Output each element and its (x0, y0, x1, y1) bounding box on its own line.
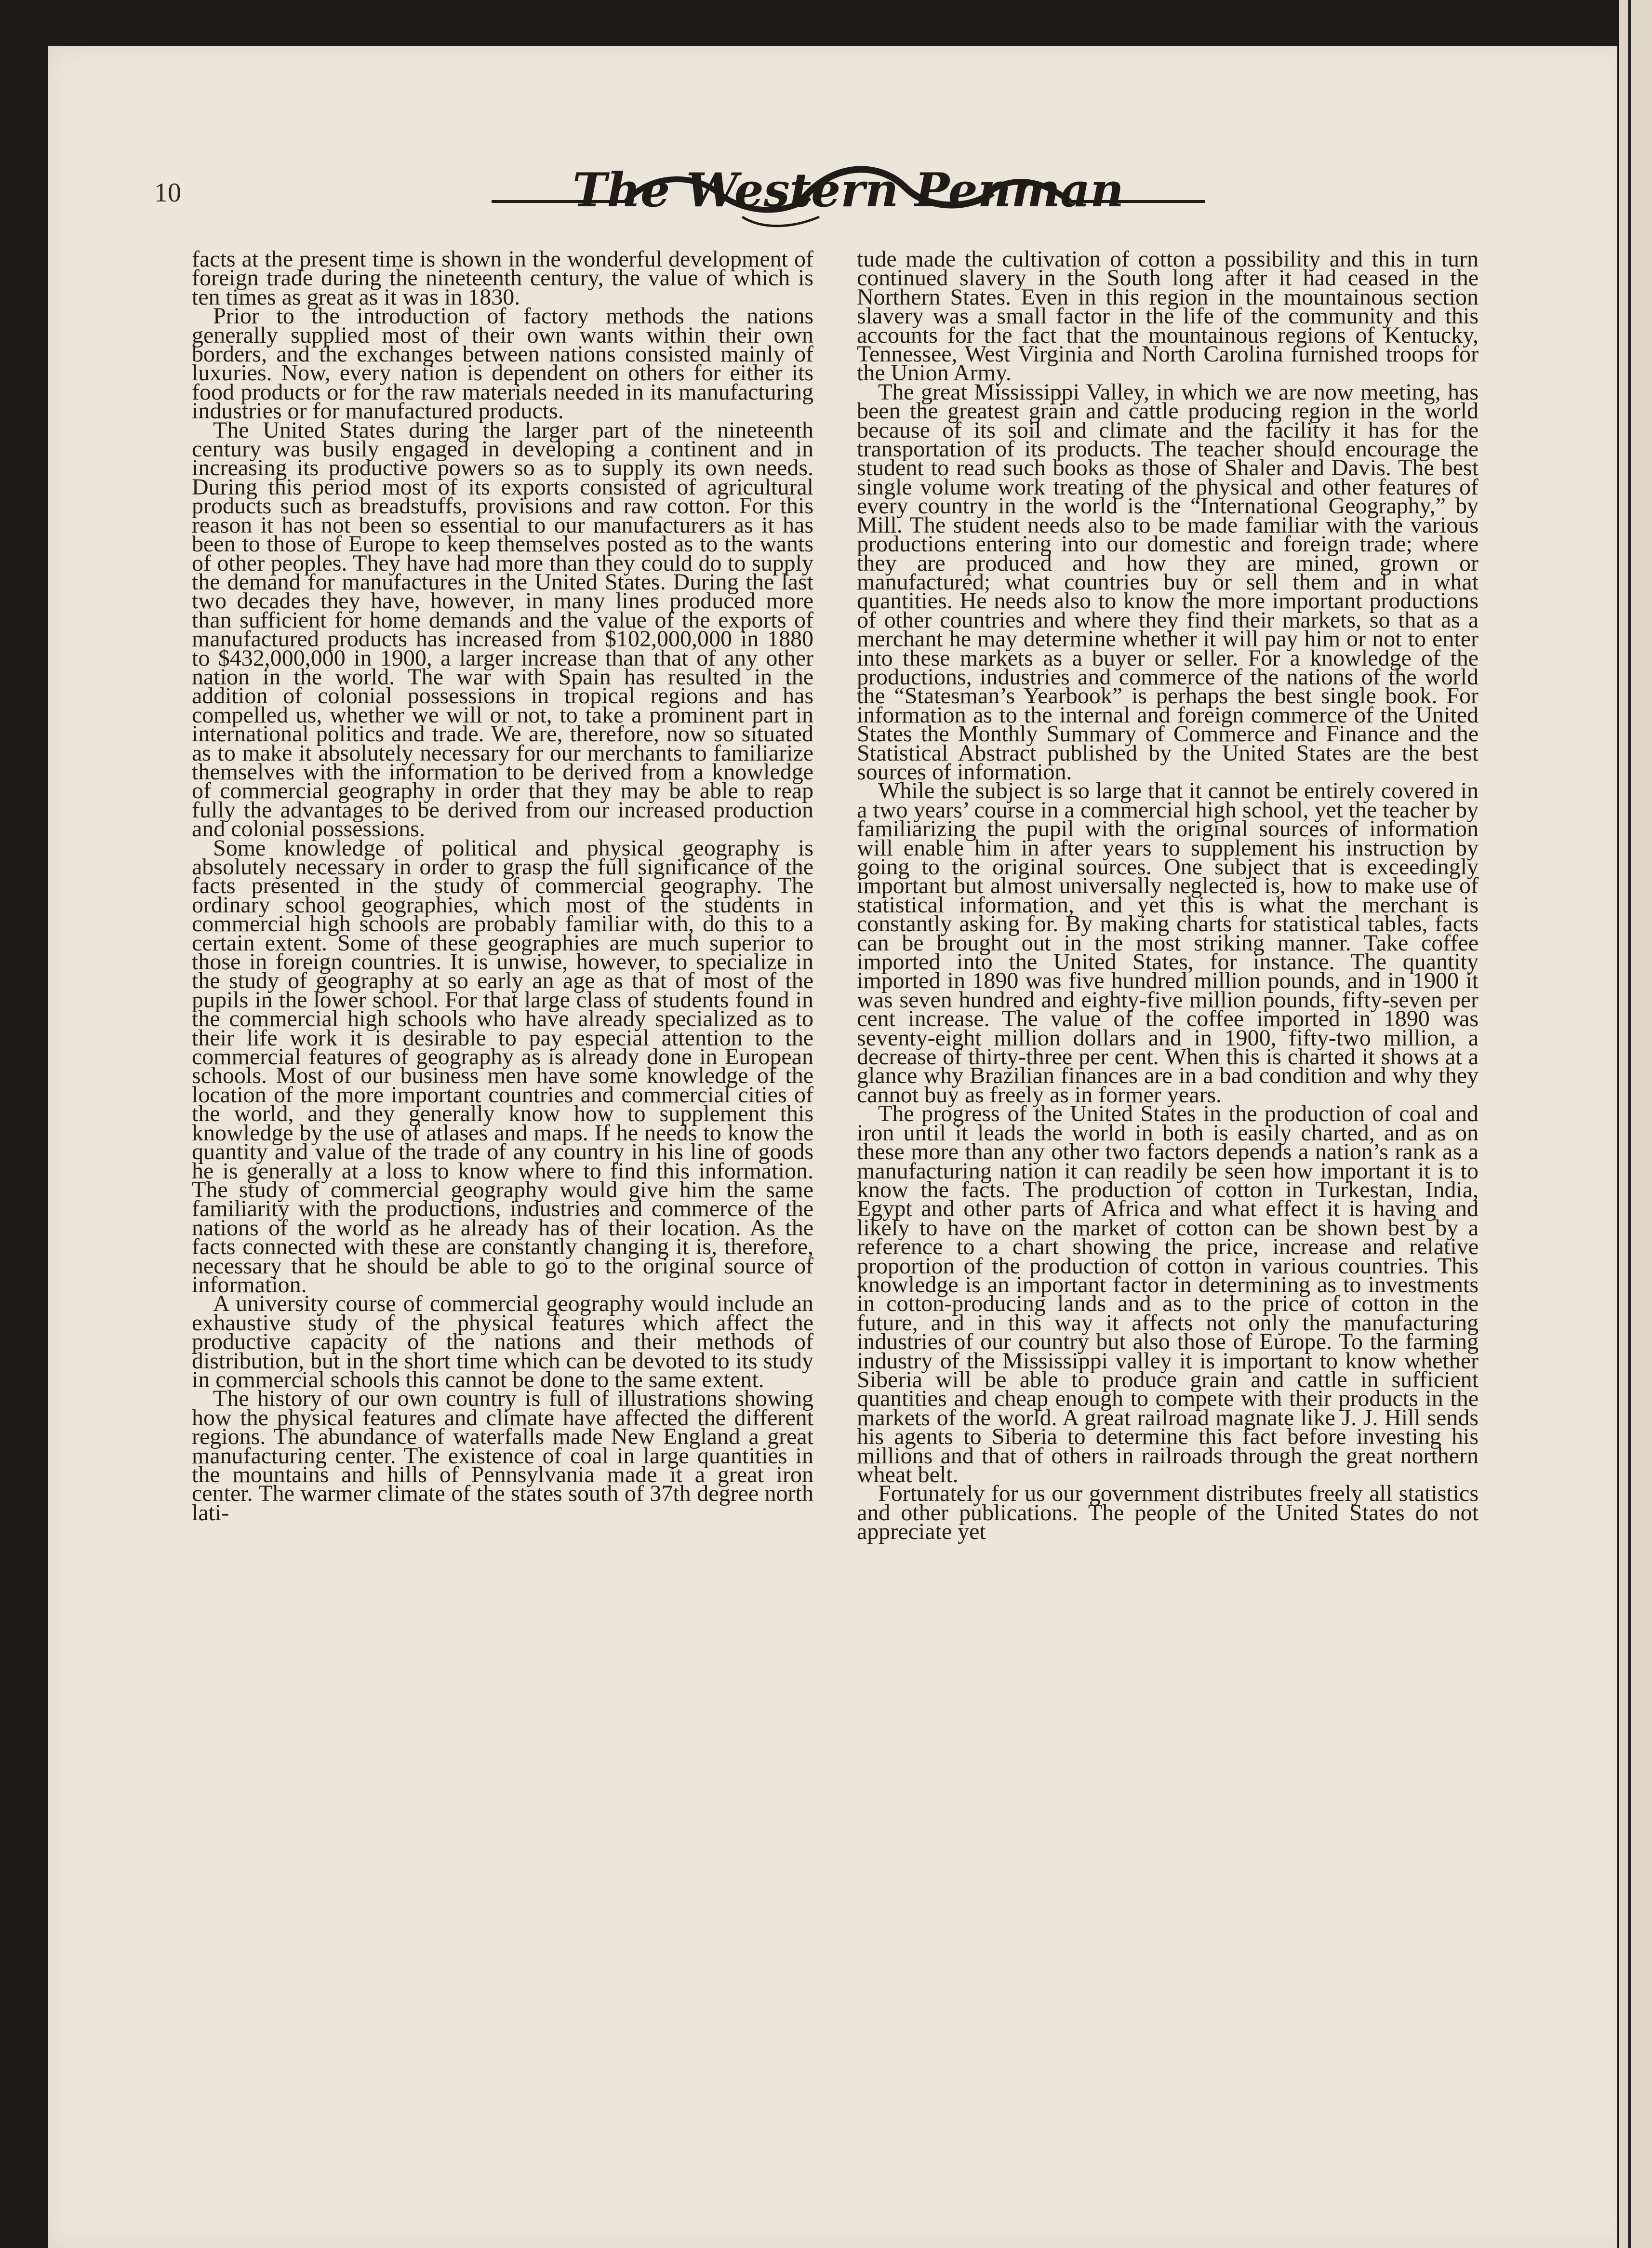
left-paragraph-2: Prior to the introduction of factory methods the nations generally supplied most of their own wants within their own borders, and the exchanges between nations consisted mainly of luxuries. Now, every nation is dependent on others for either its food products or for the raw materials needed in its manufacturing industries or for manufactured products. (192, 303, 813, 424)
right-paragraph-3: While the subject is so large that it cannot be entirely covered in a two years’ course in a commercial high school, yet the teacher by familiarizing the pupil with the original sources of information will enable him in after years to supplement his instruction by going to the original sources. One subject that is exceedingly important but almost universally neglected is, how to make use of statistical information, and yet this is what the merchant is constantly asking for. By making charts for statistical tables, facts can be brought out in the most striking manner. Take coffee imported into the United States, for instance. The quantity imported in 1890 was five hundred million pounds, and in 1900 it was seven hundred and eighty-five million pounds, fifty-seven per cent increase. The value of the coffee imported in 1890 was seventy-eight million dollars and in 1900, fifty-two million, a decrease of thirty-three per cent. When this is charted it shows at a glance why Brazilian finances are in a bad condition and why they cannot buy as freely as in former years. (857, 778, 1479, 1108)
left-paragraph-6: The history of our own country is full of illustrations showing how the physical features and climate have affected the different regions. The abundance of waterfalls made New England a great manufacturing center. The existence of coal in large quantities in the mountains and hills of Pennsylvania made it a great iron center. The warmer climate of the states south of 37th degree north lati- (192, 1386, 813, 1525)
facing-page-edge (1617, 0, 1652, 2248)
left-column (192, 246, 813, 1525)
masthead-logo (492, 145, 1205, 236)
right-paragraph-2: The great Mississippi Valley, in which we are now meeting, has been the greatest grain and cattle producing region in the world because of its soil and climate and the facility it has for the transportation of its products. The teacher should encourage the student to read such books as those of Shaler and Davis. The best single volume work treating of the physical and other features of every country in the world is the “International Geography,” by Mill. The student needs also to be made familiar with the various productions entering into our domestic and foreign trade; where they are produced and how they are mined, grown or manufactured; what countries buy or sell them and in what quantities. He needs also to know the more important productions of other countries and where they find their markets, so that as a merchant he may determine whether it will pay him or not to enter into these markets as a buyer or seller. For a knowledge of the productions, industries and commerce of the nations of the world the “Statesman’s Yearbook” is perhaps the best single book. For information as to the internal and foreign commerce of the United States the Monthly Summary of Commerce and Finance and the Statistical Abstract published by the United States are the best sources of information. (857, 379, 1479, 785)
right-paragraph-1: tude made the cultivation of cotton a possibility and this in turn continued slavery in the South long after it had ceased in the Northern States. Even in this region in the mountainous section slavery was a small factor in the life of the community and this accounts for the fact that the mountainous regions of Kentucky, Tennessee, West Virginia and North Carolina furnished troops for the Union Army. (857, 246, 1479, 386)
right-column (857, 246, 1479, 1545)
left-paragraph-5: A university course of commercial geography would include an exhaustive study of the physical features which affect the productive capacity of the nations and their methods of distribution, but in the short time which can be devoted to its study in commercial schools this cannot be done to the same extent. (192, 1291, 813, 1392)
page-spine (1628, 0, 1631, 2248)
masthead-script-title (492, 145, 1205, 236)
left-paragraph-1: facts at the present time is shown in the wonderful development of foreign trade during the nineteenth century, the value of which is ten times as great as it was in 1830. (192, 246, 813, 310)
right-paragraph-5: Fortunately for us our government distributes freely all statistics and other publications. The people of the United States do not appreciate yet (857, 1481, 1479, 1545)
page-number: 10 (154, 178, 181, 208)
masthead-text: The Western Penman (572, 163, 1124, 217)
left-paragraph-4: Some knowledge of political and physical geography is absolutely necessary in order to grasp the full significance of the facts presented in the study of commercial geography. The ordinary school geographies, which most of the students in commercial high schools are probably familiar with, do this to a certain extent. Some of these geographies are much superior to those in foreign countries. It is unwise, however, to specialize in the study of geography at so early an age as that of most of the pupils in the lower school. For that large class of students found in the commercial high schools who have already specialized as to their life work it is desirable to pay especial attention to the commercial features of geography as is already done in European schools. Most of our business men have some knowledge of the location of the more important countries and commercial cities of the world, and they generally know how to supplement this knowledge by the use of atlases and maps. If he needs to know the quantity and value of the trade of any country in his line of goods he is generally at a loss to know where to find this information. The study of commercial geography would give him the same familiarity with the productions, industries and commerce of the nations of the world as he already has of their location. As the facts connected with these are constantly changing it is, therefore, necessary that he should be able to go to the original source of information. (192, 835, 813, 1298)
right-paragraph-4: The progress of the United States in the production of coal and iron until it leads the world in both is easily charted, and as on these more than any other two factors depends a nation’s rank as a manufacturing nation it can readily be seen how important it is to know the facts. The production of cotton in Turkestan, India, Egypt and other parts of Africa and what effect it is having and likely to have on the market of cotton can be shown best by a reference to a chart showing the price, increase and relative proportion of the production of cotton in various countries. This knowledge is an important factor in determining as to investments in cotton-producing lands and as to the price of cotton in the future, and in this way it affects not only the manufacturing industries of our country but also those of Europe. To the farming industry of the Mississippi valley it is important to know whether Siberia will be able to produce grain and cattle in sufficient quantities and cheap enough to compete with their products in the markets of the world. A great railroad magnate like J. J. Hill sends his agents to Siberia to determine this fact before investing his millions and that of others in railroads through the great northern wheat belt. (857, 1101, 1479, 1487)
left-paragraph-3: The United States during the larger part of the nineteenth century was busily engaged in developing a continent and in increasing its productive powers so as to supply its own needs. During this period most of its exports consisted of agricultural products such as breadstuffs, provisions and raw cotton. For this reason it has not been so essential to our manufacturers as it has been to those of Europe to keep themselves posted as to the wants of other peoples. They have had more than they could do to supply the demand for manufactures in the United States. During the last two decades they have, however, in many lines produced more than sufficient for home demands and the value of the exports of manufactured products has increased from $102,000,000 in 1880 to $432,000,000 in 1900, a larger increase than that of any other nation in the world. The war with Spain has resulted in the addition of colonial possessions in tropical regions and has compelled us, whether we will or not, to take a prominent part in international politics and trade. We are, therefore, now so situated as to make it absolutely necessary for our merchants to familiarize themselves with the information to be derived from a knowledge of commercial geography in order that they may be able to reap fully the advantages to be derived from our increased production and colonial possessions. (192, 417, 813, 842)
